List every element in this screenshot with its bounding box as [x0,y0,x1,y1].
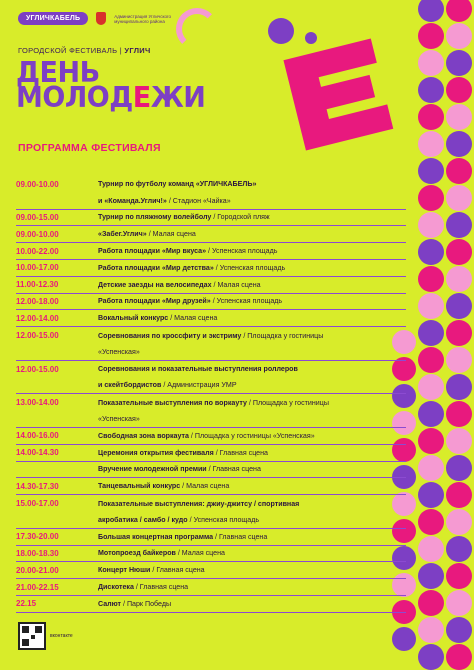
program-heading: ПРОГРАММА ФЕСТИВАЛЯ [18,142,161,154]
administration-label: Администрация Угличского муниципального района [114,13,172,24]
schedule-row [16,596,406,613]
schedule-description [98,197,231,205]
schedule-place: / Главная сцена [150,566,205,575]
decor-dot [418,320,444,346]
schedule-description [98,365,298,373]
decor-dot [446,320,472,346]
schedule-time: 14.00-14.30 [16,448,59,458]
schedule-description [98,482,229,490]
schedule-time: 13.00-14.00 [16,398,59,408]
schedule-time: 11.00-12.30 [16,280,59,290]
schedule-event: Турнир по пляжному волейболу [98,213,212,222]
schedule-description [98,432,315,440]
schedule-event: и скейтбордистов [98,381,162,390]
decor-dot [446,374,472,400]
schedule-place: / Парк Победы [121,599,172,608]
schedule-place: / Успенская площадь [206,247,278,256]
decor-dot [446,563,472,589]
schedule-event: Работа площадки «Мир вкуса» [98,247,207,256]
schedule-description [98,500,299,508]
schedule-description [98,516,259,524]
decor-dot [418,590,444,616]
schedule-row [16,378,406,395]
schedule-description [98,332,323,340]
schedule-time: 10.00-22.00 [16,246,59,256]
schedule-time: 14.00-16.00 [16,431,59,441]
decor-dot [446,0,472,22]
decor-dot [418,23,444,49]
decor-dot [418,536,444,562]
schedule-description [98,247,277,255]
schedule-row [16,327,406,344]
title-line1: ДЕНЬ [16,56,100,90]
page-title [16,56,206,115]
schedule-time: 09.00-10.00 [16,179,59,189]
schedule-place: / Малая сцена [211,280,261,289]
schedule-row [16,294,406,311]
decor-dot [392,627,416,651]
schedule-time: 14.30-17.30 [16,481,59,491]
decor-dot [446,482,472,508]
festival-line-prefix: ГОРОДСКОЙ ФЕСТИВАЛЬ | [18,46,123,55]
decor-dot [446,185,472,211]
schedule-event: Соревнования и показательные выступления роллеров [98,365,298,374]
decor-dot [446,590,472,616]
decor-dot [446,293,472,319]
schedule-description [98,281,261,289]
decor-circle [268,18,294,44]
decor-dot [446,131,472,157]
crest-icon [96,12,106,25]
schedule-row [16,512,406,529]
schedule-event: Концерт Нюши [98,566,151,575]
schedule-time: 20.00-21.00 [16,565,59,575]
decor-dot [446,455,472,481]
schedule-place: «Успенская» [98,415,140,424]
decor-dot [418,617,444,643]
schedule-place: / Малая сцена [175,549,225,558]
schedule-time: 09.00-10.00 [16,229,59,239]
decor-dot [418,428,444,454]
ruglichkabel-logo: УГЛИЧКАБЕЛЬ [18,12,88,25]
schedule-row [16,579,406,596]
schedule-place: / Главная сцена [213,532,268,541]
schedule-event: Вручение молодежной премии [98,465,207,474]
decor-dot [446,266,472,292]
schedule-description [98,600,171,608]
schedule-description [98,297,282,305]
schedule-row [16,529,406,546]
schedule-row [16,226,406,243]
decor-dot [446,401,472,427]
qr-code [18,622,46,650]
schedule-time: 12.00-15.00 [16,331,59,341]
schedule-time: 15.00-17.00 [16,499,59,509]
schedule-event: Церемония открытия фестиваля [98,448,214,457]
schedule-row [16,260,406,277]
schedule-description [98,583,188,591]
schedule-event: Работа площадки «Мир детства» [98,263,214,272]
schedule-time: 12.00-14.00 [16,313,59,323]
schedule-row [16,310,406,327]
decor-dot [418,347,444,373]
decor-dot [418,563,444,589]
schedule-event: «Забег.Углич» [98,230,147,239]
schedule-time: 12.00-18.00 [16,296,59,306]
schedule-place: / Площадка у гостиницы [246,398,329,407]
schedule-description [98,230,196,238]
decor-dot [418,104,444,130]
schedule-time: 22.15 [16,599,37,609]
schedule-place: / Успенская площадь [213,263,286,272]
schedule-description [98,415,140,423]
schedule-description [98,465,261,473]
schedule-time: 12.00-15.00 [16,364,59,374]
decor-dot [418,0,444,22]
schedule-description [98,449,268,457]
schedule-row [16,394,406,411]
schedule-place: / Площадка у гостиницы [241,331,324,340]
title-line2 [16,81,206,115]
decor-dot [418,509,444,535]
decor-dot [418,158,444,184]
schedule-place: / Малая сцена [168,314,218,323]
schedule-description [98,264,285,272]
decor-dot [418,50,444,76]
decor-dot [418,293,444,319]
schedule-event: Показательные выступления: джиу-джитсу / спортивная [98,499,300,508]
schedule-row [16,546,406,563]
schedule-time: 10.00-17.00 [16,263,59,273]
schedule-description [98,533,267,541]
schedule-place: / Городской пляж [211,213,270,222]
schedule-description [98,381,237,389]
schedule-list [16,176,406,613]
decor-dot [446,428,472,454]
title-line2-c: ЖИ [150,81,206,115]
schedule-description [98,566,205,574]
decor-dot [446,239,472,265]
schedule-row [16,210,406,227]
decor-dot [446,617,472,643]
schedule-row [16,495,406,512]
decor-dot [418,455,444,481]
decor-dot [418,239,444,265]
schedule-row [16,428,406,445]
decor-dot [418,374,444,400]
schedule-event: Салют [98,599,122,608]
decor-dot [446,212,472,238]
schedule-event: Вокальный конкурс [98,314,169,323]
schedule-place: / Главная сцена [213,448,268,457]
decor-circle [305,32,317,44]
decor-dot [418,644,444,670]
schedule-row [16,243,406,260]
schedule-event: Большая концертная программа [98,532,214,541]
schedule-place: / Площадка у гостиницы «Успенская» [188,431,315,440]
schedule-row [16,562,406,579]
schedule-row [16,411,406,428]
decor-dot [446,347,472,373]
decor-dot [418,482,444,508]
schedule-row [16,344,406,361]
schedule-event: Дискотека [98,583,134,592]
decor-dot [446,23,472,49]
decor-dot [418,131,444,157]
decor-dot [446,158,472,184]
decor-dot [418,77,444,103]
schedule-description [98,213,270,221]
schedule-time: 21.00-22.15 [16,582,59,592]
schedule-place: / Успенская площадь [210,297,283,306]
decor-dot [446,644,472,670]
schedule-event: Работа площадки «Мир друзей» [98,297,211,306]
decor-dot [446,50,472,76]
schedule-description [98,314,217,322]
schedule-description [98,180,256,188]
schedule-event: Турнир по футболу команд «УГЛИЧКАБЕЛЬ» [98,180,257,189]
vk-label: вконтакте [50,633,73,639]
schedule-time: 17.30-20.00 [16,532,59,542]
decor-dot [418,401,444,427]
schedule-place: «Успенская» [98,347,140,356]
schedule-event: Танцевальный конкурс [98,482,181,491]
schedule-event: Мотопроезд байкеров [98,549,176,558]
schedule-description [98,549,225,557]
festival-line-city: УГЛИЧ [124,46,151,55]
schedule-row [16,445,406,462]
decor-dot [446,77,472,103]
decor-dot [418,266,444,292]
letter-e-decoration [271,26,404,159]
schedule-event: и «Команда.Углич!» [98,196,167,205]
decor-dot [446,536,472,562]
schedule-row [16,176,406,193]
schedule-description [98,348,140,356]
schedule-place: / Малая сцена [180,482,230,491]
schedule-time: 09.00-15.00 [16,212,59,222]
decor-dot [418,185,444,211]
title-line2-a: МОЛОД [16,81,133,115]
schedule-row [16,478,406,495]
schedule-place: / Администрация УМР [161,381,237,390]
festival-line [18,46,151,55]
schedule-event: Показательные выступления по воркауту [98,398,247,407]
schedule-event: Детские заезды на велосипедах [98,280,212,289]
schedule-row [16,361,406,378]
schedule-event: Соревнования по кроссфиту и экстриму [98,331,242,340]
schedule-place: / Стадион «Чайка» [166,196,231,205]
schedule-place: / Главная сцена [206,465,261,474]
schedule-event: Свободная зона воркаута [98,431,189,440]
decor-dot [418,212,444,238]
decor-dot [446,104,472,130]
logo-bar [18,12,184,25]
decor-dot [446,509,472,535]
schedule-time: 18.00-18.30 [16,548,59,558]
schedule-place: / Главная сцена [133,583,189,592]
title-line2-accent: Е [132,81,151,115]
schedule-row [16,277,406,294]
schedule-place: / Успенская площадь [187,515,260,524]
schedule-place: / Малая сцена [146,230,196,239]
schedule-event: акробатика / самбо / кудо [98,515,188,524]
schedule-row [16,193,406,210]
schedule-row [16,462,406,479]
schedule-description [98,399,329,407]
